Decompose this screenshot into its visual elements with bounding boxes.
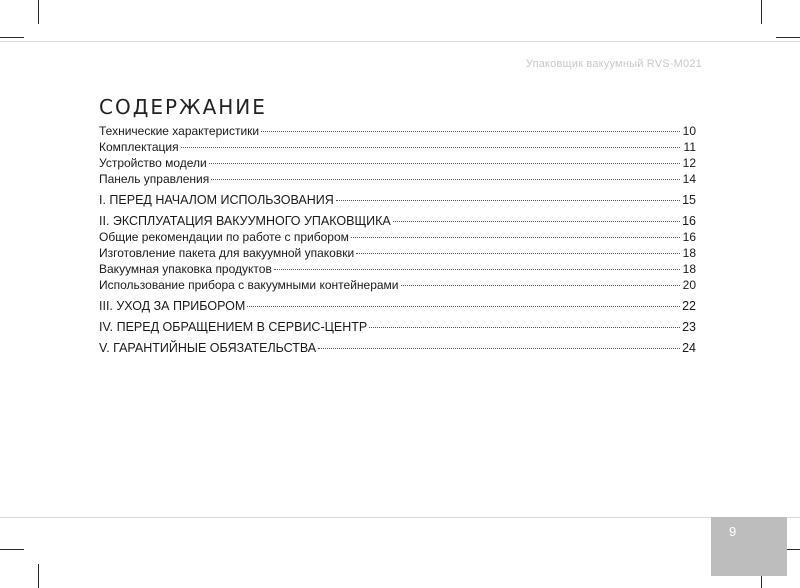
toc-entry-page: 24 — [682, 341, 696, 355]
toc-leader — [209, 163, 680, 164]
toc-section-entry[interactable] — [99, 192, 696, 208]
toc-leader — [393, 221, 680, 222]
toc-leader — [369, 327, 680, 328]
toc-entry-label: V. ГАРАНТИЙНЫЕ ОБЯЗАТЕЛЬСТВА — [99, 341, 317, 355]
header-rule — [0, 41, 800, 42]
crop-mark — [0, 37, 24, 38]
toc-section-entry[interactable] — [99, 319, 696, 335]
toc-entry[interactable] — [99, 123, 696, 139]
toc-entry-page: 22 — [682, 299, 696, 313]
toc-entry-label: Комплектация — [99, 140, 179, 154]
toc-entry-page: 14 — [682, 172, 696, 186]
toc-entry[interactable] — [99, 245, 696, 261]
toc-entry-page: 23 — [682, 320, 696, 334]
toc-leader — [274, 269, 680, 270]
toc-entry-label: Использование прибора с вакуумными контейнерами — [99, 278, 399, 292]
toc-entry-label: Изготовление пакета для вакуумной упаковки — [99, 246, 355, 260]
table-of-contents — [99, 123, 696, 356]
toc-entry[interactable] — [99, 139, 696, 155]
running-title: Упаковщик вакуумный RVS-M021 — [525, 58, 702, 70]
toc-leader — [401, 285, 681, 286]
toc-entry-label: II. ЭКСПЛУАТАЦИЯ ВАКУУМНОГО УПАКОВЩИКА — [99, 214, 391, 228]
toc-entry-page: 18 — [682, 246, 696, 260]
toc-section-entry[interactable] — [99, 340, 696, 356]
toc-leader — [261, 131, 680, 132]
toc-section-entry[interactable] — [99, 298, 696, 314]
toc-entry-page: 16 — [682, 214, 696, 228]
toc-leader — [211, 179, 680, 180]
toc-title: СОДЕРЖАНИЕ — [99, 95, 267, 119]
toc-entry-page: 20 — [682, 278, 696, 292]
toc-entry[interactable] — [99, 261, 696, 277]
toc-entry-label: IV. ПЕРЕД ОБРАЩЕНИЕМ В СЕРВИС-ЦЕНТР — [99, 320, 368, 334]
toc-entry-page: 12 — [682, 156, 696, 170]
toc-entry-label: Общие рекомендации по работе с прибором — [99, 230, 349, 244]
toc-entry[interactable] — [99, 171, 696, 187]
crop-mark — [761, 0, 762, 24]
toc-entry-label: Технические характеристики — [99, 124, 260, 138]
page-number-box — [711, 517, 787, 576]
toc-entry[interactable] — [99, 155, 696, 171]
toc-entry[interactable] — [99, 229, 696, 245]
toc-entry[interactable] — [99, 277, 696, 293]
toc-entry-page: 16 — [682, 230, 696, 244]
crop-mark — [0, 549, 24, 550]
toc-entry-label: I. ПЕРЕД НАЧАЛОМ ИСПОЛЬЗОВАНИЯ — [99, 193, 334, 207]
toc-section-entry[interactable] — [99, 213, 696, 229]
toc-entry-page: 18 — [682, 262, 696, 276]
crop-mark — [38, 0, 39, 24]
crop-mark — [776, 37, 800, 38]
toc-leader — [356, 253, 680, 254]
toc-entry-label: Панель управления — [99, 172, 210, 186]
toc-entry-label: Вакуумная упаковка продуктов — [99, 262, 272, 276]
toc-entry-label: III. УХОД ЗА ПРИБОРОМ — [99, 299, 246, 313]
toc-entry-page: 10 — [682, 124, 696, 138]
toc-leader — [181, 147, 680, 148]
toc-entry-page: 11 — [683, 140, 696, 154]
toc-entry-label: Устройство модели — [99, 156, 207, 170]
toc-leader — [247, 306, 680, 307]
footer-rule — [0, 517, 800, 518]
toc-leader — [351, 237, 680, 238]
toc-entry-page: 15 — [682, 193, 696, 207]
toc-leader — [318, 348, 680, 349]
page-number: 9 — [729, 524, 737, 539]
toc-leader — [336, 200, 680, 201]
crop-mark — [38, 564, 39, 588]
